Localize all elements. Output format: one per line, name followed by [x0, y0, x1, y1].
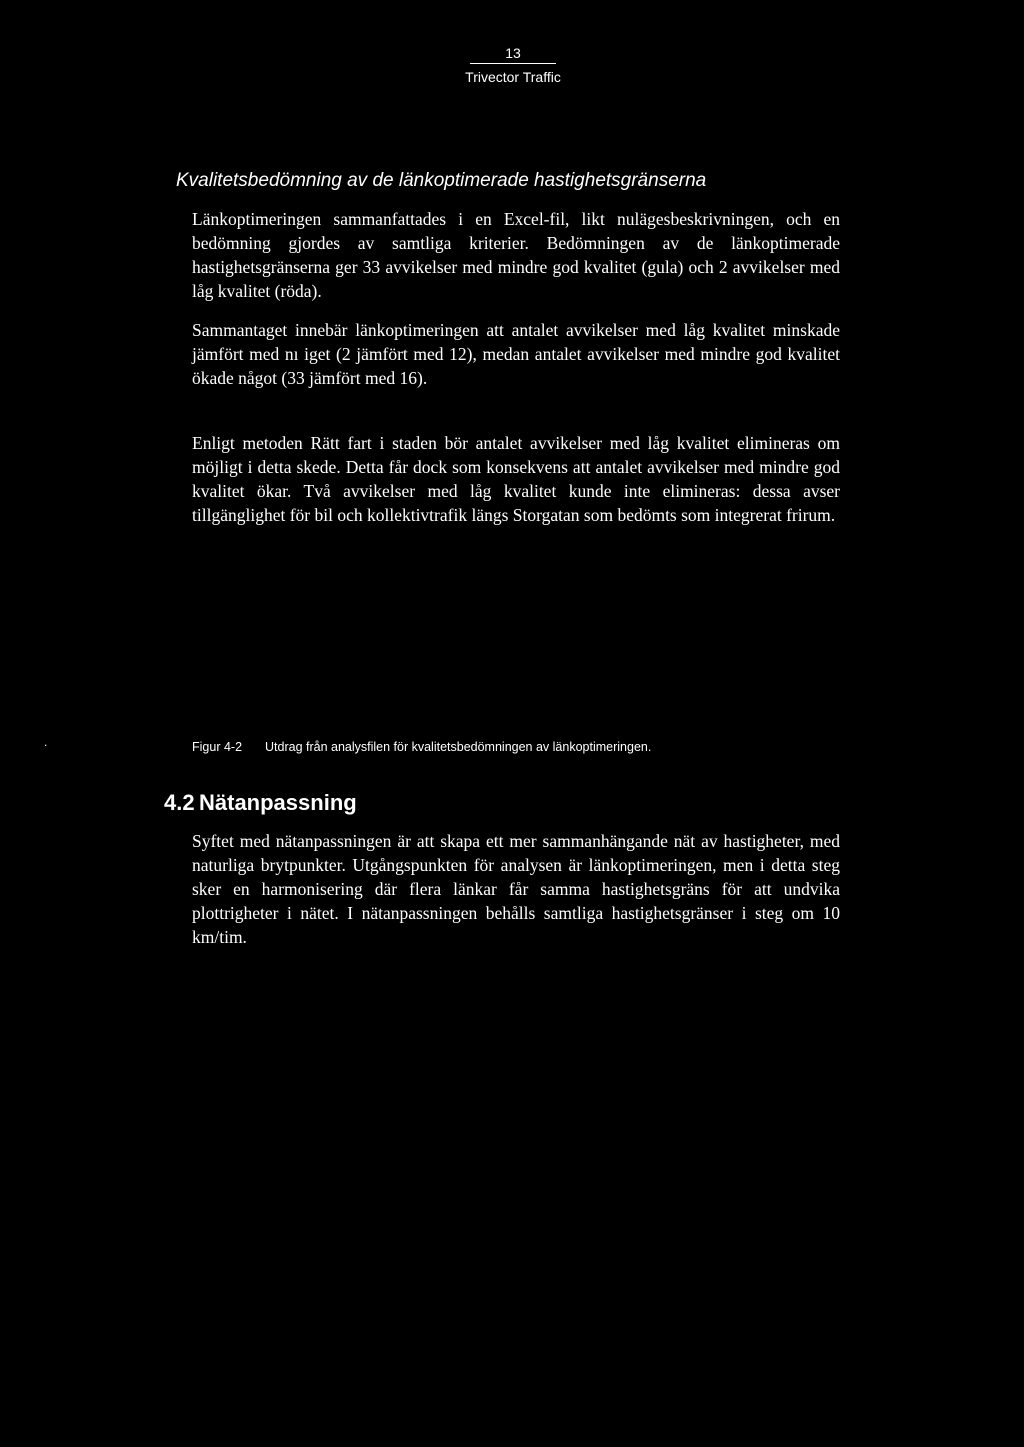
header-rule	[470, 63, 556, 64]
section-heading	[164, 788, 764, 818]
paragraph-method: Enligt metoden Rätt fart i staden bör antalet avvikelser med låg kvalitet elimineras om möjligt i detta skede. Detta får dock som konsekvens att antalet avvikelser med mindre god kvalitet ökar. Två avvikelser med låg kvalitet kunde inte elimineras: dessa avser tillgänglighet för bil och kollektivtrafik längs Storgatan som bedömts som integrerat frirum.	[192, 433, 840, 525]
paragraph-network-adjustment: Syftet med nätanpassningen är att skapa ett mer sammanhängande nät av hastigheter, med naturliga brytpunkter. Utgångspunkten för analysen är länkoptimeringen, men i detta steg sker en harmonisering där flera länkar får samma hastighetsgräns för att undvika plottrigheter i nätet. I nätanpassningen behålls samtliga hastighetsgränser i steg om 10 km/tim.	[192, 831, 840, 947]
subsection-heading: Kvalitetsbedömning av de länkoptimerade hastighetsgränserna	[176, 170, 707, 191]
paragraph-comparison: Sammantaget innebär länkoptimeringen att antalet avvikelser med låg kvalitet minskade jämfört med nı iget (2 jämfört med 12), medan antalet avvikelser med mindre god kvalitet ökade något (33 jämfört med 16).	[192, 320, 840, 388]
figure-caption-text: Utdrag från analysfilen för kvalitetsbedömningen av länkoptimeringen.	[265, 740, 652, 754]
paragraph-summary: Länkoptimeringen sammanfattades i en Excel-fil, likt nulägesbeskrivningen, och en bedömning gjordes av samtliga kriterier. Bedömningen av de länkoptimerade hastighetsgränserna ger 33 avvikelser med mindre god kvalitet (gula) och 2 avvikelser med låg kvalitet (röda).	[192, 209, 840, 301]
page-number: 13	[505, 45, 521, 61]
header-company: Trivector Traffic	[465, 69, 561, 85]
section-number: 4.2	[164, 790, 195, 815]
section-title: Nätanpassning	[199, 790, 357, 815]
figure-caption	[192, 738, 832, 756]
figure-label: Figur 4-2	[192, 740, 243, 754]
stray-mark: .	[44, 735, 48, 749]
